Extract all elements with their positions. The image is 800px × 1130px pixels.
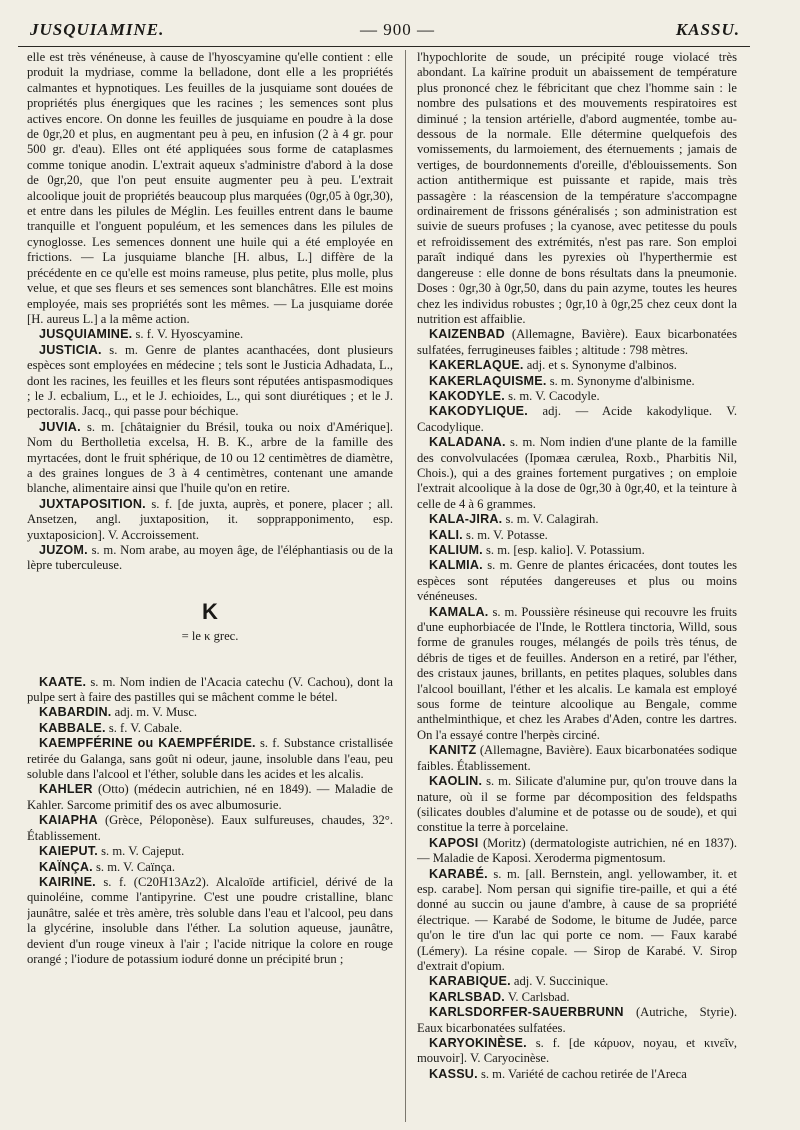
entry-definition: s. m. Nom indien de l'Acacia catechu (V. Cachou), dont la pulpe sert à faire des pastilles qui se mâchent comme le bétel.	[27, 674, 393, 705]
dictionary-entry	[417, 743, 737, 774]
entry-definition: (Grèce, Péloponèse). Eaux sulfureuses, chaudes, 32°. Établissement.	[27, 813, 393, 843]
entry-term: KAKODYLIQUE.	[429, 404, 528, 419]
entry-definition: (Otto) (médecin autrichien, né en 1849). — Maladie de Kahler. Sarcome primitif des os avec albumosurie.	[27, 782, 393, 812]
entry-term: KALMIA.	[429, 558, 483, 573]
dictionary-entry	[27, 343, 393, 420]
dictionary-entry	[27, 736, 393, 782]
entry-definition: s. m. [châtaignier du Brésil, touka ou noix d'Amérique]. Nom du Bertholletia excelsa, H. B. K., arbre de la famille des myrtacées, dont le fruit sphérique, de 10 ou 12 centimètres de diamètre, a des graines longues de 3 à 4 centimètres, contenant une amande blanche, alimentaire ainsi que l'huile qu'on en retire.	[27, 419, 393, 496]
header-left-word: JUSQUIAMINE.	[30, 20, 165, 39]
dictionary-entry	[27, 50, 393, 327]
entry-term: KAHLER	[39, 782, 93, 797]
entry-term: KALADANA.	[429, 435, 506, 450]
dictionary-entry	[27, 675, 393, 706]
entry-definition: s. m. [all. Bernstein, angl. yellowamber, it. et esp. carabe]. Nom persan qui signifie tire-paille, et qui a été donné au succin ou jaune d'ambre, à cause de sa propriété électrique. — Karabé de Sodome, le bitume de Judée, parce qu'on le tire d'un lac qui porte ce nom. — Faux karabé (Lémery). La résine copale. — Sirop de Karabé. V. Sirop d'extrait d'opium.	[417, 866, 737, 973]
entry-definition: elle est très vénéneuse, à cause de l'hyoscyamine qu'elle contient : elle produit la mydriase, comme la belladone, dont elle a les propriétés calmantes et hypnotiques. Les feuilles de la jusquiame sont douées de propriétés plus énergiques que les racines ; les semences sont plus actives encore. On donne les feuilles de jusquiame en poudre à la dose de 0gr,20 et plus, en augmentant peu à peu, en infusion (2 à 4 gr. pour 500 gr. d'eau). Elles ont été appliquées sous forme de cataplasmes comme tonique anodin. L'extrait aqueux s'administre d'abord à la dose de 0gr,20, que l'on peut ensuite augmenter peu à peu. L'extrait alcoolique jouit de propriétés beaucoup plus marquées (0gr,05 à 0gr,30), et entre dans les pilules de Méglin. Les feuilles entrent dans le baume tranquille et l'onguent populéum, et les semences dans les pilules de cynoglosse. Les semences donnent une huile qui a été employée en frictions. — La jusquiame blanche [H. albus, L.] diffère de la précédente en ce qu'elle est moins rameuse, plus petite, plus molle, plus velue, et que ses fleurs et ses semences sont blanchâtres. Elle est moins employée, mais ses propriétés sont les mêmes. — La jusquiame dorée [H. aureus L.] a la même action.	[27, 50, 393, 326]
entry-term: KANITZ	[429, 743, 477, 758]
right-entries	[417, 50, 737, 1082]
entry-term: KARABÉ.	[429, 866, 488, 881]
entry-term: KARYOKINÈSE.	[429, 1036, 527, 1050]
section-letter: K	[202, 598, 218, 624]
entry-definition: s. m. Synonyme d'albinisme.	[549, 373, 695, 388]
dictionary-entry	[27, 721, 393, 736]
entry-definition: s. f. V. Cabale.	[108, 720, 183, 735]
dictionary-entry	[417, 836, 737, 867]
dictionary-entry	[417, 1067, 737, 1082]
dictionary-entry	[417, 512, 737, 527]
entry-term: JUSTICIA.	[39, 342, 102, 357]
entry-definition: adj. m. V. Musc.	[114, 705, 198, 720]
entry-term: KAÏNÇA.	[39, 859, 93, 874]
dictionary-entry	[417, 50, 737, 327]
entry-definition: adj. et s. Synonyme d'albinos.	[526, 358, 677, 373]
dictionary-entry	[417, 528, 737, 543]
dictionary-entry	[417, 404, 737, 435]
entry-term: KAATE.	[39, 674, 87, 689]
entry-term: KAOLIN.	[429, 774, 483, 789]
entry-term: KAKERLAQUISME.	[429, 373, 547, 388]
entry-definition: s. m. Variété de cachou retirée de l'Areca	[480, 1066, 687, 1081]
entry-term: KAKODYLE.	[429, 388, 505, 403]
entry-term: KAIRINE.	[39, 874, 96, 889]
left-k-entries	[27, 675, 393, 968]
entry-term: KAPOSI	[429, 835, 479, 850]
dictionary-entry	[27, 875, 393, 967]
dictionary-entry	[417, 543, 737, 558]
header-right-word: KASSU.	[675, 20, 740, 39]
entry-term: KAMALA.	[429, 604, 489, 619]
entry-term: KAIZENBAD	[429, 327, 505, 342]
entry-definition: adj. — Acide kakodylique. V. Cacodylique.	[417, 404, 737, 434]
dictionary-entry	[417, 358, 737, 373]
entry-term: KAKERLAQUE.	[429, 358, 524, 373]
left-entries	[27, 50, 393, 574]
page-number: — 900 —	[360, 20, 435, 39]
entry-definition: s. m. Silicate d'alumine pur, qu'on trouve dans la nature, où il se forme par décomposition des feldspaths (silicates doubles d'alumine et de potasse ou de soude), et qui constitue la terre à porcelaine.	[417, 774, 737, 835]
dictionary-entry	[27, 844, 393, 859]
entry-definition: l'hypochlorite de soude, un précipité rouge violacé très abondant. La kaïrine produit un abaissement de température plus prononcé chez le fébricitant que chez l'homme sain : le nombre des pulsations et des mouvements respiratoires est diminué ; la tension artérielle, d'abord augmentée, tombe au-dessous de la normale. Elle détermine quelquefois des vomissements, du larmoiement, des éternuements ; jamais de vertiges, de bourdonnements d'oreille, d'éblouissements. Son action antithermique est puissante et rapide, mais très passagère : la réascension de la température s'accompagne ordinairement de frissons généralisés ; son administration est suivie de sueurs profuses ; la cyanose, avec petitesse du pouls et refroidissement des extrémités, n'est pas rare. Son emploi paraît indiqué dans les pyrexies où l'hyperthermie est dangereuse : elle donne de bons résultats dans la pneumonie. Doses : 0gr,30 à 0gr,50, dans du pain azyme, toutes les heures chez les individus robustes ; 0gr,10 à 0gr,25 chez ceux dont la nutrition est affaiblie.	[417, 50, 737, 326]
column-divider	[405, 50, 406, 1122]
entry-term: KABBALE.	[39, 720, 106, 735]
right-column	[417, 50, 737, 1124]
dictionary-entry	[417, 974, 737, 989]
dictionary-entry	[417, 558, 737, 604]
dictionary-entry	[417, 435, 737, 512]
dictionary-entry	[27, 705, 393, 720]
entry-definition: V. Carlsbad.	[507, 989, 570, 1004]
entry-definition: adj. V. Succinique.	[513, 974, 609, 989]
entry-term: KARABIQUE.	[429, 974, 511, 989]
entry-term: KARLSDORFER-SAUERBRUNN	[429, 1005, 624, 1020]
entry-definition: s. m. Poussière résineuse qui recouvre les fruits d'une euphorbiacée de l'Inde, le Rottlera tinctoria, Willd, sous forme de granules rouges, mélangés de poils très ténus, de débris de tiges et de feuilles. Anderson en a retiré, par l'éther, des cristaux jaunes, brillants, en petites plaques, solubles dans l'alcool bouillant, l'éther et les alcalis. Le kamala est employé sous forme de teinture alcoolique au Bengale, comme anthelminthique, et chez les Arabes d'Aden, contre les dartres. On l'a essayé contre l'herpès circiné.	[417, 604, 737, 742]
entry-definition: s. f. Substance cristallisée retirée du Galanga, sans goût ni odeur, jaune, insoluble dans l'eau, peu soluble dans l'alcool et l'éther, soluble dans les acides et les alcalis.	[27, 736, 393, 782]
entry-term: JUZOM.	[39, 543, 88, 557]
entry-term: JUXTAPOSITION.	[39, 496, 146, 511]
entry-definition: (Autriche, Styrie). Eaux bicarbonatées sulfatées.	[417, 1005, 737, 1035]
dictionary-entry	[417, 774, 737, 836]
entry-term: KALIUM.	[429, 543, 483, 557]
left-column	[27, 50, 393, 1124]
entry-definition: s. m. V. Calagirah.	[505, 512, 599, 527]
entry-definition: (Allemagne, Bavière). Eaux bicarbonatées sulfatées, ferrugineuses faibles ; altitude : 798 mètres.	[417, 327, 737, 357]
entry-definition: (Moritz) (dermatologiste autrichien, né en 1837). — Maladie de Kaposi. Xeroderma pigmentosum.	[417, 835, 737, 866]
entry-definition: s. m. V. Cacodyle.	[508, 388, 600, 403]
entry-term: KAEMPFÉRINE ou KAEMPFÉRIDE.	[39, 736, 256, 751]
entry-definition: s. f. (C20H13Az2). Alcaloïde artificiel, dérivé de la quinoléine, comme l'antipyrine. C'est une poudre cristalline, blanc jaunâtre, salée et très amère, très soluble dans l'eau et l'alcool, peu dans la glycérine, insoluble dans l'éther. La solution aqueuse, jaunâtre, devient d'un rouge vineux à l'air ; l'acide nitrique la colore en rouge orangé ; l'iodure de potassium ioduré donne un précipité brun ;	[27, 874, 393, 966]
dictionary-entry	[417, 1036, 737, 1067]
dictionary-entry	[417, 990, 737, 1005]
entry-definition: s. f. [de κάρυον, noyau, et κινεῖν, mouvoir]. V. Caryocinèse.	[417, 1036, 737, 1066]
section-letter-subtitle: = le κ grec.	[181, 629, 239, 644]
dictionary-entry	[27, 543, 393, 574]
entry-definition: s. f. V. Hyoscyamine.	[135, 327, 244, 342]
entry-term: KALA-JIRA.	[429, 512, 503, 527]
entry-definition: s. m. V. Caïnça.	[96, 859, 175, 874]
dictionary-entry	[27, 420, 393, 497]
entry-definition: s. m. [esp. kalio]. V. Potassium.	[486, 543, 645, 557]
page-header	[18, 20, 750, 47]
dictionary-entry	[417, 1005, 737, 1036]
entry-definition: s. m. Nom indien d'une plante de la famille des convolvulacées (Ipomæa cærulea, Roxb., Pharbitis Nil, Chois.), qui a des graines fortement purgatives ; on emploie l'extrait alcoolique à la dose de 0gr,30 à 0gr,40, et la teinture à celle de 4 à 6 grammes.	[417, 435, 737, 511]
dictionary-entry	[27, 327, 393, 342]
entry-term: JUSQUIAMINE.	[39, 327, 133, 342]
dictionary-entry	[417, 867, 737, 975]
dictionary-entry	[27, 782, 393, 813]
entry-term: KARLSBAD.	[429, 989, 505, 1004]
entry-definition: s. m. Genre de plantes éricacées, dont toutes les espèces sont réputées dangereuses et plus ou moins vénéneuses.	[417, 558, 737, 604]
dictionary-entry	[27, 860, 393, 875]
entry-term: JUVIA.	[39, 419, 81, 434]
entry-definition: s. f. [de juxta, auprès, et ponere, placer ; all. Ansetzen, angl. juxtaposition, it. sopprapponimento, esp. yuxtaposicion]. V. Accroissement.	[27, 496, 393, 542]
dictionary-entry	[417, 605, 737, 744]
entry-definition: s. m. V. Cajeput.	[101, 844, 185, 859]
entry-definition: s. m. Genre de plantes acanthacées, dont plusieurs espèces sont employées en médecine ; tels sont le Justicia Adhadata, L., dont les racines, les feuilles et les fleurs sont réputées antispasmodiques ; le J. ecbalium, L., et le J. echioides, L., qui sont diurétiques ; et le J. pectoralis. Jacq., qui passe pour béchique.	[27, 342, 393, 419]
dictionary-entry	[417, 389, 737, 404]
dictionary-entry	[417, 327, 737, 358]
entry-definition: s. m. V. Potasse.	[466, 527, 548, 542]
dictionary-entry	[27, 497, 393, 543]
entry-term: KABARDIN.	[39, 705, 112, 720]
entry-definition: (Allemagne, Bavière). Eaux bicarbonatées sodique faibles. Établissement.	[417, 743, 737, 773]
dictionary-entry	[417, 374, 737, 389]
entry-term: KAIAPHA	[39, 813, 98, 828]
entry-term: KASSU.	[429, 1066, 478, 1081]
entry-definition: s. m. Nom arabe, au moyen âge, de l'éléphantiasis ou de la lèpre tuberculeuse.	[27, 543, 393, 573]
dictionary-entry	[27, 813, 393, 844]
entry-term: KALI.	[429, 527, 463, 542]
entry-term: KAIEPUT.	[39, 844, 98, 859]
